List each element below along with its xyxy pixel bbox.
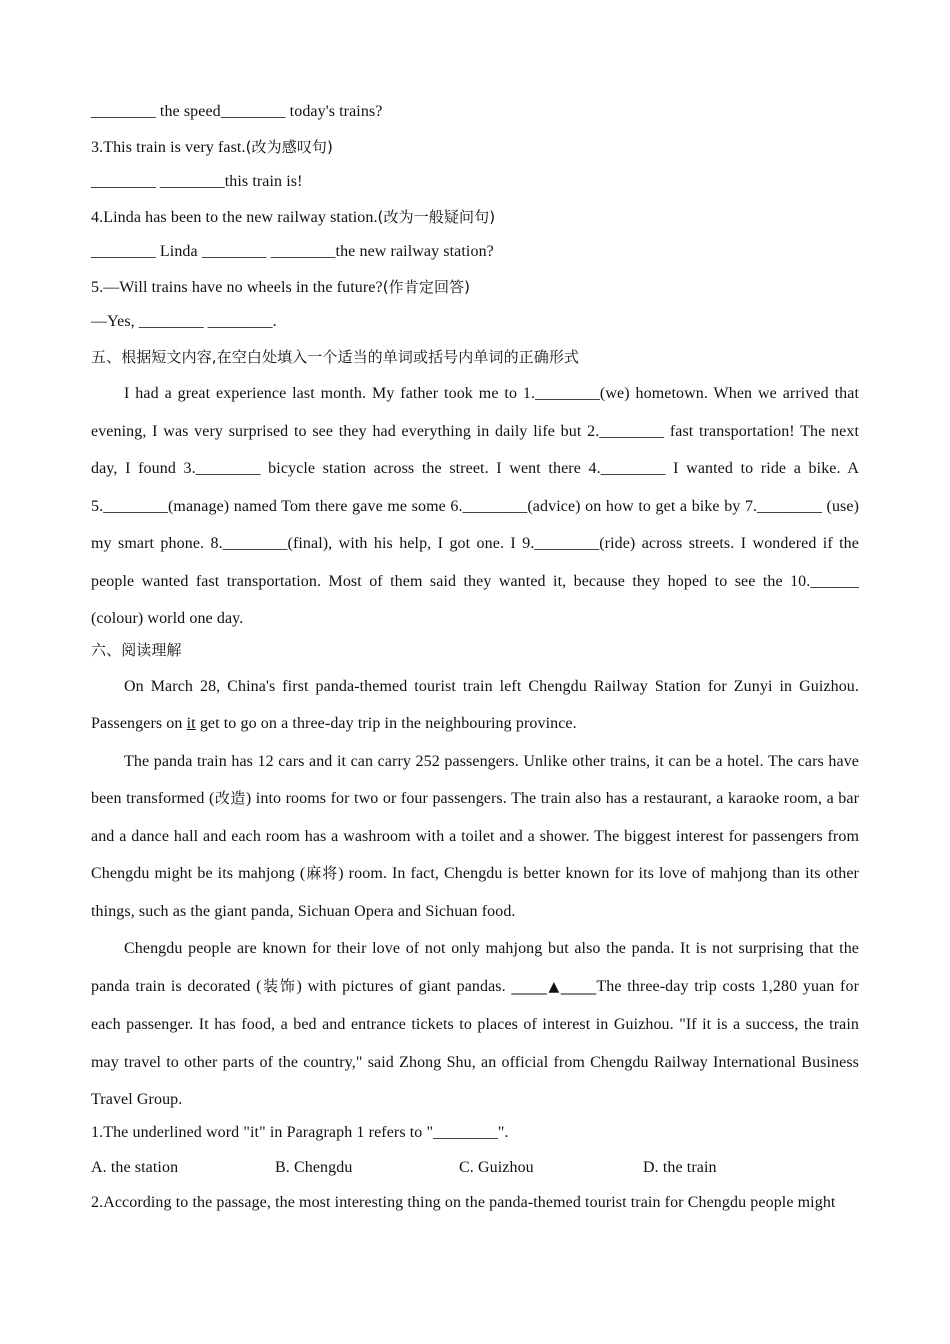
paragraph-2-text-b: ) into rooms for two or four passengers. The train also has a restaurant, a karaoke room, a bar and a dance hall and each room has a washroom with a toilet and a shower. The biggest interest for passengers from Chengdu might be its mahjong ( [91, 790, 860, 882]
option-b: B. Chengdu [275, 1158, 353, 1176]
reading-paragraph-3 [91, 930, 859, 1119]
paragraph-2-gloss-1: 改造 [214, 789, 246, 807]
question-4-text: 4.Linda has been to the new railway station. [91, 209, 378, 226]
question-5-text: 5.—Will trains have no wheels in the future? [91, 279, 383, 296]
paragraph-2-gloss-2: 麻将 [305, 864, 339, 882]
answer-line-2: ________ the speed________ today's trains? [91, 103, 383, 120]
paragraph-3-text-a: Chengdu people are known for their love of not only mahjong but also the panda. It is not surprising that the panda train is decorated ( [91, 940, 859, 995]
question-4 [91, 203, 859, 238]
answer-line-4: ________ Linda ________ ________the new railway station? [91, 243, 494, 260]
paragraph-1-text-b: get to go on a three-day trip in the neighbouring province. [195, 715, 577, 732]
section-6-heading: 六、阅读理解 [91, 640, 182, 659]
question-3-text: 3.This train is very fast. [91, 139, 246, 156]
reading-paragraph-2 [91, 743, 859, 931]
option-a: A. the station [91, 1158, 179, 1176]
underlined-it: it [186, 715, 196, 732]
section-5-heading: 五、根据短文内容,在空白处填入一个适当的单词或括号内单词的正确形式 [91, 348, 580, 366]
paragraph-2-text-a: The panda train has 12 cars and it can carry 252 passengers. Unlike other trains, it can be a hotel. The cars have been transformed ( [91, 752, 859, 807]
question-3-instruction: (改为感叹句) [245, 138, 333, 156]
worksheet-page [91, 98, 859, 1224]
paragraph-1-text-a: On March 28, China's first panda-themed tourist train left Chengdu Railway Station for Zunyi in Guizhou. Passengers on [91, 677, 859, 732]
triangle-blank: _____▲_____ [511, 978, 597, 995]
paragraph-3-text-c: The three-day trip costs 1,280 yuan for each passenger. It has food, a bed and entrance tickets to places of interest in Guizhou. "If it is a success, the train may travel to other parts of the country," said Zhong Shu, an official from Chengdu Railway International Business Travel Group. [91, 977, 859, 1108]
paragraph-3-gloss: 装饰 [261, 976, 297, 995]
question-4-instruction: (改为一般疑问句) [377, 208, 496, 226]
option-d: D. the train [643, 1158, 717, 1176]
question-5 [91, 273, 859, 308]
reading-question-1: 1.The underlined word "it" in Paragraph 1 refers to "________". [91, 1123, 509, 1141]
reading-paragraph-1 [91, 668, 859, 743]
reading-question-1-options [91, 1154, 859, 1189]
paragraph-3-text-b: ) with pictures of giant pandas. [296, 977, 512, 995]
answer-line-5: —Yes, ________ ________. [91, 313, 277, 330]
question-5-instruction: (作肯定回答) [382, 278, 471, 296]
option-c: C. Guizhou [459, 1158, 534, 1176]
answer-line-3: ________ ________this train is! [91, 173, 303, 190]
paragraph-2-text-c: ) room. In fact, Chengdu is better known for its love of mahjong than its other things, such as the giant panda, Sichuan Opera and Sichuan food. [91, 865, 859, 920]
reading-question-2: 2.According to the passage, the most interesting thing on the panda-themed tourist train for Chengdu people might [91, 1193, 836, 1211]
cloze-passage: I had a great experience last month. My father took me to 1.________(we) hometown. When we arrived that evening, I was very surprised to see they had everything in daily life but 2.________ fast transportation! The next day, I found 3.________ bicycle station across the street. I went there 4.________ I wanted to ride a bike. A 5.________(manage) named Tom there gave me some 6.________(advice) on how to get a bike by 7.________ (use) my smart phone. 8.________(final), with his help, I got one. I 9.________(ride) across streets. I wondered if the people wanted fast transportation. Most of them said they wanted it, because they hoped to see the 10.______ (colour) world one day. [91, 385, 859, 627]
question-3 [91, 133, 859, 168]
